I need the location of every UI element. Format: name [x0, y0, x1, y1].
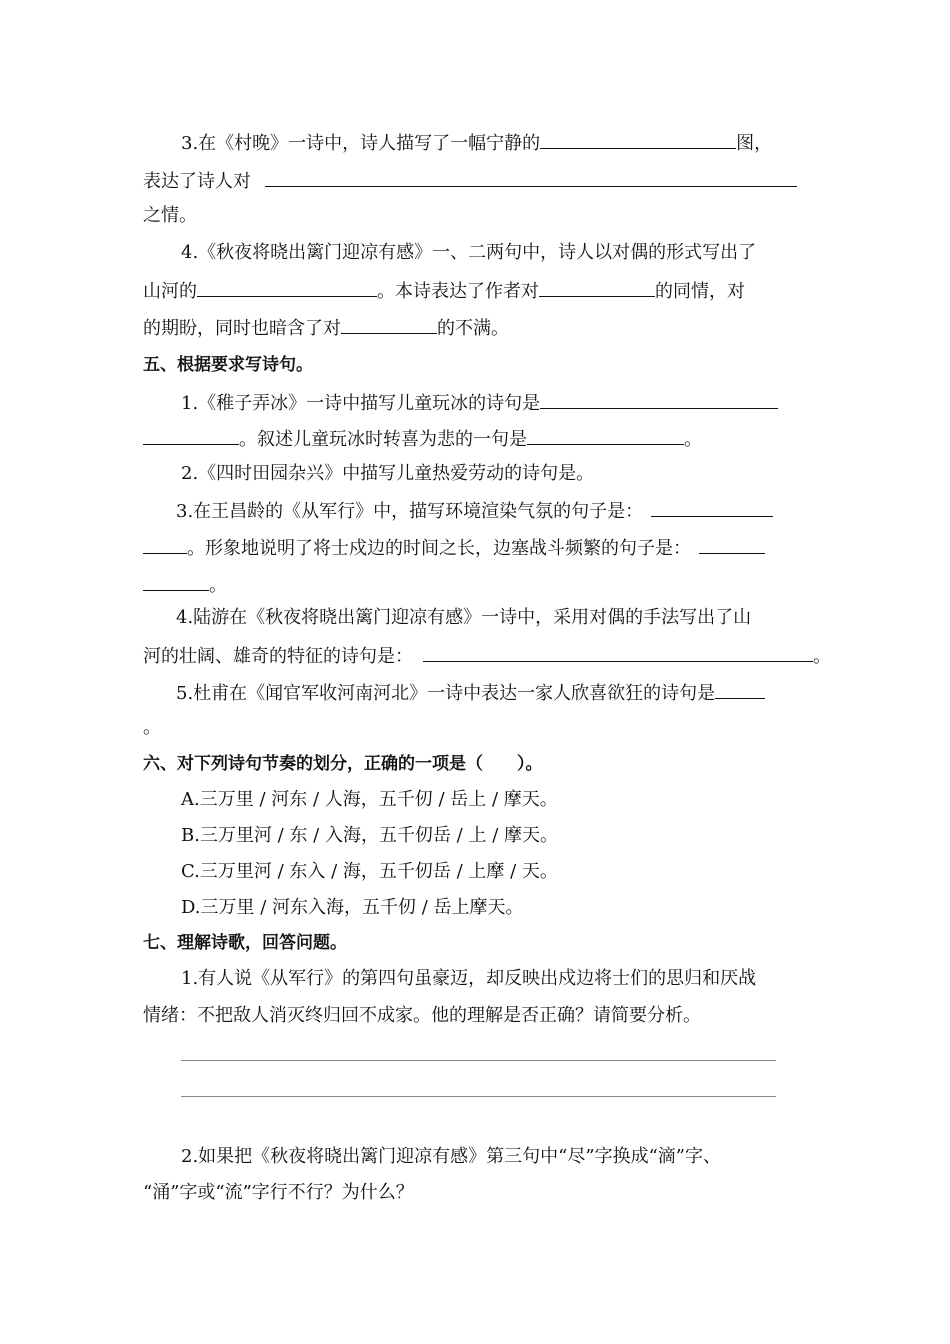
answer-blank[interactable] [197, 278, 377, 297]
answer-blank[interactable] [540, 130, 736, 149]
s5-q1-text-c: 。 [684, 429, 702, 450]
option-d[interactable]: D.三万里 / 河东入海，五千仞 / 岳上摩天。 [181, 897, 524, 918]
s4-q3-text-b: 图， [736, 133, 773, 154]
s5-q2-line: 2.《四时田园杂兴》中描写儿童热爱劳动的诗句是。 [181, 463, 595, 484]
s4-q4-text-b: 山河的 [143, 281, 197, 302]
s5-q5-line2 [143, 716, 161, 740]
answer-blank[interactable] [143, 426, 239, 445]
s4-q4-text-a: 4.《秋夜将晓出篱门迎凉有感》一、二两句中，诗人以对偶的形式写出了 [181, 242, 757, 263]
s5-q5-line1 [176, 680, 765, 706]
s4-q4-line2 [143, 278, 745, 304]
s5-q3-line2 [143, 535, 765, 561]
s4-q4-text-d: 的同情，对 [655, 281, 745, 302]
s5-q3-text-c: 。 [209, 575, 227, 596]
s4-q3-text-a: 3.在《村晚》一诗中，诗人描写了一幅宁静的 [181, 133, 541, 154]
s5-q1-line2 [143, 426, 702, 452]
s4-q4-text-f: 的不满。 [437, 318, 509, 339]
answer-blank[interactable] [715, 680, 765, 699]
answer-blank[interactable] [143, 535, 187, 554]
s5-q4-text-b: 河的壮阔、雄奇的特征的诗句是： [143, 646, 413, 667]
s5-q5-text-b: 。 [143, 717, 161, 738]
answer-blank[interactable] [699, 535, 765, 554]
s4-q3-text-d: 之情。 [143, 205, 197, 226]
answer-blank[interactable] [527, 426, 684, 445]
s5-q4-line1 [176, 606, 751, 630]
s5-q1-text-b: 。叙述儿童玩冰时转喜为悲的一句是 [239, 429, 527, 450]
s4-q4-line1 [181, 241, 756, 265]
option-c[interactable]: C.三万里河 / 东入 / 海，五千仞岳 / 上摩 / 天。 [181, 861, 558, 882]
section7-heading: 七、理解诗歌，回答问题。 [143, 933, 347, 953]
section6-heading: 六、对下列诗句节奏的划分，正确的一项是（ ）。 [143, 754, 543, 774]
option-a[interactable]: A.三万里 / 河东 / 人海，五千仞 / 岳上 / 摩天。 [181, 789, 558, 810]
s4-q3-line1 [181, 130, 772, 156]
s4-q3-line3 [143, 204, 197, 228]
s5-q3-text-b: 。形象地说明了将士戍边的时间之长，边塞战斗频繁的句子是： [187, 538, 691, 559]
answer-blank[interactable] [341, 315, 437, 334]
s4-q4-text-e: 的期盼，同时也暗含了对 [143, 318, 341, 339]
s7-q2-line2: “涌”字或“流”字行不行？为什么？ [143, 1182, 414, 1203]
answer-blank[interactable] [540, 390, 778, 409]
s4-q3-text-c: 表达了诗人对 [143, 171, 251, 192]
answer-rule[interactable] [181, 1060, 776, 1061]
s5-q4-text-c: 。 [813, 646, 831, 667]
answer-rule[interactable] [181, 1096, 776, 1097]
answer-blank[interactable] [651, 498, 773, 517]
s7-q2-line1: 2.如果把《秋夜将晓出篱门迎凉有感》第三句中“尽”字换成“滴”字、 [181, 1146, 721, 1167]
s4-q4-line3 [143, 315, 509, 341]
s5-q1-text-a: 1.《稚子弄冰》一诗中描写儿童玩冰的诗句是 [181, 393, 541, 414]
s5-q1-line1 [181, 390, 778, 416]
s5-q3-line1 [176, 498, 773, 524]
answer-blank[interactable] [265, 168, 797, 187]
s7-q1-line2: 情绪：不把敌人消灭终归回不成家。他的理解是否正确？请简要分析。 [143, 1005, 701, 1026]
answer-blank[interactable] [143, 572, 209, 591]
s7-q1-line1: 1.有人说《从军行》的第四句虽豪迈，却反映出戍边将士们的思归和厌战 [181, 968, 757, 989]
option-b[interactable]: B.三万里河 / 东 / 入海，五千仞岳 / 上 / 摩天。 [181, 825, 558, 846]
answer-blank[interactable] [423, 643, 813, 662]
s5-q4-line2 [143, 643, 831, 669]
s4-q4-text-c: 。本诗表达了作者对 [377, 281, 539, 302]
s5-q3-line3 [143, 572, 227, 598]
section5-heading: 五、根据要求写诗句。 [143, 355, 313, 375]
s5-q5-text-a: 5.杜甫在《闻官军收河南河北》一诗中表达一家人欣喜欲狂的诗句是 [176, 683, 716, 704]
s4-q3-line2 [143, 168, 797, 194]
s5-q3-text-a: 3.在王昌龄的《从军行》中，描写环境渲染气氛的句子是： [176, 501, 644, 522]
s5-q4-text-a: 4.陆游在《秋夜将晓出篱门迎凉有感》一诗中，采用对偶的手法写出了山 [176, 607, 752, 628]
answer-blank[interactable] [539, 278, 655, 297]
